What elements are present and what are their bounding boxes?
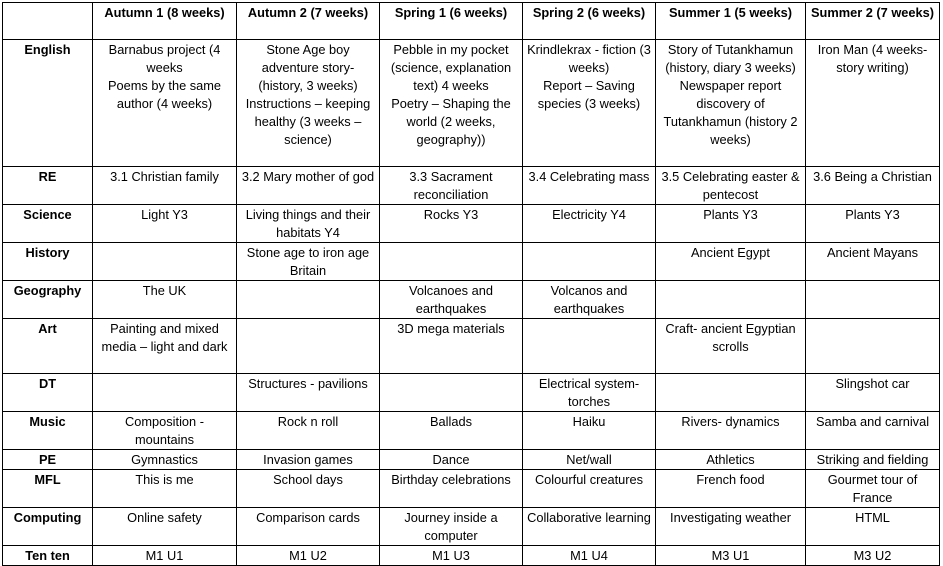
table-cell [806,40,940,167]
table-cell [93,319,237,374]
table-cell [380,281,523,319]
row-subject: Geography [3,281,93,319]
table-cell [237,319,380,374]
table-cell [656,319,806,374]
cell-text: Dance [432,452,470,467]
cell-text: Living things and their habitats Y4 [245,207,371,240]
cell-text: Online safety [127,510,202,525]
table-cell [656,40,806,167]
table-cell [93,374,237,412]
cell-text: Ballads [430,414,472,429]
table-cell [93,167,237,205]
cell-text: Stone age to iron age Britain [246,245,370,278]
table-row [3,281,940,319]
cell-text: Pebble in my pocket (science, explanation text) 4 weeks Poetry – Shaping the world (2 weeks, geography)) [390,42,512,147]
table-cell [656,281,806,319]
table-body [3,40,940,566]
cell-text: 3.4 Celebrating mass [528,169,650,184]
table-cell [806,508,940,546]
cell-text: Rivers- dynamics [681,414,780,429]
row-subject: PE [3,450,93,470]
row-subject: Computing [3,508,93,546]
corner-cell [3,3,93,40]
table-cell [806,319,940,374]
table-cell [806,546,940,566]
cell-text: Composition - mountains [125,414,204,447]
table-cell [93,243,237,281]
table-cell [523,243,656,281]
table-cell [237,546,380,566]
cell-text: 3D mega materials [397,321,505,336]
table-cell [237,450,380,470]
table-cell [523,546,656,566]
table-cell [656,508,806,546]
cell-text: Colourful creatures [534,472,644,487]
cell-text: The UK [142,283,187,298]
cell-text: Ancient Mayans [826,245,919,260]
header-row [3,3,940,40]
cell-text: Krindlekrax - fiction (3 weeks) Report – Saving species (3 weeks) [527,42,651,111]
row-subject: English [3,40,93,167]
table-cell [380,319,523,374]
table-cell [380,40,523,167]
table-cell [93,40,237,167]
cell-text: Comparison cards [256,510,360,525]
table-row [3,243,940,281]
cell-text: M1 U3 [432,548,470,563]
table-cell [380,412,523,450]
table-cell [380,508,523,546]
cell-text: M3 U1 [711,548,750,563]
column-header: Autumn 1 (8 weeks) [93,3,237,40]
cell-text: Birthday celebrations [391,472,511,487]
table-cell [523,205,656,243]
table-cell [93,546,237,566]
table-cell [523,319,656,374]
column-header: Spring 1 (6 weeks) [380,3,523,40]
cell-text: Electrical system-torches [538,376,640,409]
cell-text: Light Y3 [141,207,188,222]
table-row [3,508,940,546]
cell-text: Slingshot car [835,376,910,391]
table-cell [93,412,237,450]
table-row [3,40,940,167]
table-cell [93,281,237,319]
table-cell [806,450,940,470]
cell-text: Volcanos and earthquakes [550,283,628,316]
cell-text: Ancient Egypt [691,245,770,260]
table-cell [237,412,380,450]
table-cell [656,450,806,470]
cell-text: M1 U1 [145,548,184,563]
table-cell [237,243,380,281]
cell-text: Net/wall [566,452,612,467]
cell-text: Plants Y3 [845,207,900,222]
table-cell [380,546,523,566]
cell-text: Investigating weather [670,510,791,525]
cell-text: Collaborative learning [527,510,651,525]
table-row [3,205,940,243]
table-cell [806,281,940,319]
table-cell [237,508,380,546]
cell-text: Painting and mixed media – light and dark [101,321,228,354]
table-cell [380,205,523,243]
table-row [3,167,940,205]
table-cell [656,412,806,450]
table-cell [806,167,940,205]
cell-text: Invasion games [263,452,353,467]
table-cell [806,205,940,243]
table-row [3,374,940,412]
cell-text: Gourmet tour of France [827,472,918,505]
cell-text: This is me [135,472,194,487]
table-cell [806,243,940,281]
table-cell [656,470,806,508]
cell-text: Barnabus project (4 weeks Poems by the same author (4 weeks) [107,42,222,111]
table-cell [93,470,237,508]
table-cell [806,374,940,412]
cell-text: Gymnastics [131,452,198,467]
table-cell [380,450,523,470]
table-cell [523,167,656,205]
cell-text: Craft- ancient Egyptian scrolls [665,321,796,354]
cell-text: French food [696,472,765,487]
table-cell [93,508,237,546]
table-row [3,546,940,566]
cell-text: Samba and carnival [815,414,930,429]
row-subject: History [3,243,93,281]
row-subject: DT [3,374,93,412]
table-cell [806,412,940,450]
table-cell [523,281,656,319]
column-header: Spring 2 (6 weeks) [523,3,656,40]
cell-text: School days [273,472,343,487]
column-header: Summer 2 (7 weeks) [806,3,940,40]
cell-text: Volcanoes and earthquakes [409,283,493,316]
table-row [3,470,940,508]
table-cell [237,374,380,412]
cell-text: Structures - pavilions [248,376,368,391]
table-cell [523,508,656,546]
cell-text: M3 U2 [853,548,892,563]
cell-text: HTML [855,510,890,525]
cell-text: Rocks Y3 [423,207,479,222]
cell-text: Electricity Y4 [552,207,626,222]
cell-text: Story of Tutankhamun (history, diary 3 weeks) Newspaper report discovery of Tutankhamun (history 2 weeks) [663,42,798,147]
row-subject: MFL [3,470,93,508]
cell-text: Striking and fielding [816,452,929,467]
cell-text: M1 U4 [570,548,608,563]
row-subject: RE [3,167,93,205]
table-cell [523,374,656,412]
table-cell [237,167,380,205]
table-row [3,319,940,374]
cell-text: 3.1 Christian family [110,169,219,184]
table-cell [237,205,380,243]
cell-text: Rock n roll [277,414,339,429]
table-cell [656,167,806,205]
cell-text: Stone Age boy adventure story- (history, 3 weeks) Instructions – keeping healthy (3 weeks – science) [245,42,371,147]
row-subject: Music [3,412,93,450]
column-header: Autumn 2 (7 weeks) [237,3,380,40]
table-cell [523,470,656,508]
table-cell [656,243,806,281]
table-cell [93,205,237,243]
cell-text: M1 U2 [289,548,327,563]
cell-text: Plants Y3 [703,207,758,222]
table-cell [656,374,806,412]
table-cell [380,243,523,281]
table-cell [523,450,656,470]
cell-text: Journey inside a computer [404,510,498,543]
row-subject: Science [3,205,93,243]
table-cell [806,470,940,508]
cell-text: 3.2 Mary mother of god [241,169,375,184]
table-row [3,412,940,450]
table-cell [523,412,656,450]
table-cell [93,450,237,470]
cell-text: Iron Man (4 weeks-story writing) [817,42,928,75]
cell-text: 3.3 Sacrament reconciliation [409,169,493,202]
cell-text: Athletics [706,452,755,467]
row-subject: Ten ten [3,546,93,566]
table-cell [380,374,523,412]
table-cell [523,40,656,167]
cell-text: 3.5 Celebrating easter & pentecost [661,169,800,202]
table-cell [237,40,380,167]
table-cell [237,470,380,508]
table-cell [656,205,806,243]
cell-text: Haiku [572,414,606,429]
column-header: Summer 1 (5 weeks) [656,3,806,40]
table-cell [237,281,380,319]
table-row [3,450,940,470]
row-subject: Art [3,319,93,374]
cell-text: 3.6 Being a Christian [813,169,932,184]
curriculum-table [2,2,940,566]
table-cell [656,546,806,566]
table-cell [380,470,523,508]
table-cell [380,167,523,205]
